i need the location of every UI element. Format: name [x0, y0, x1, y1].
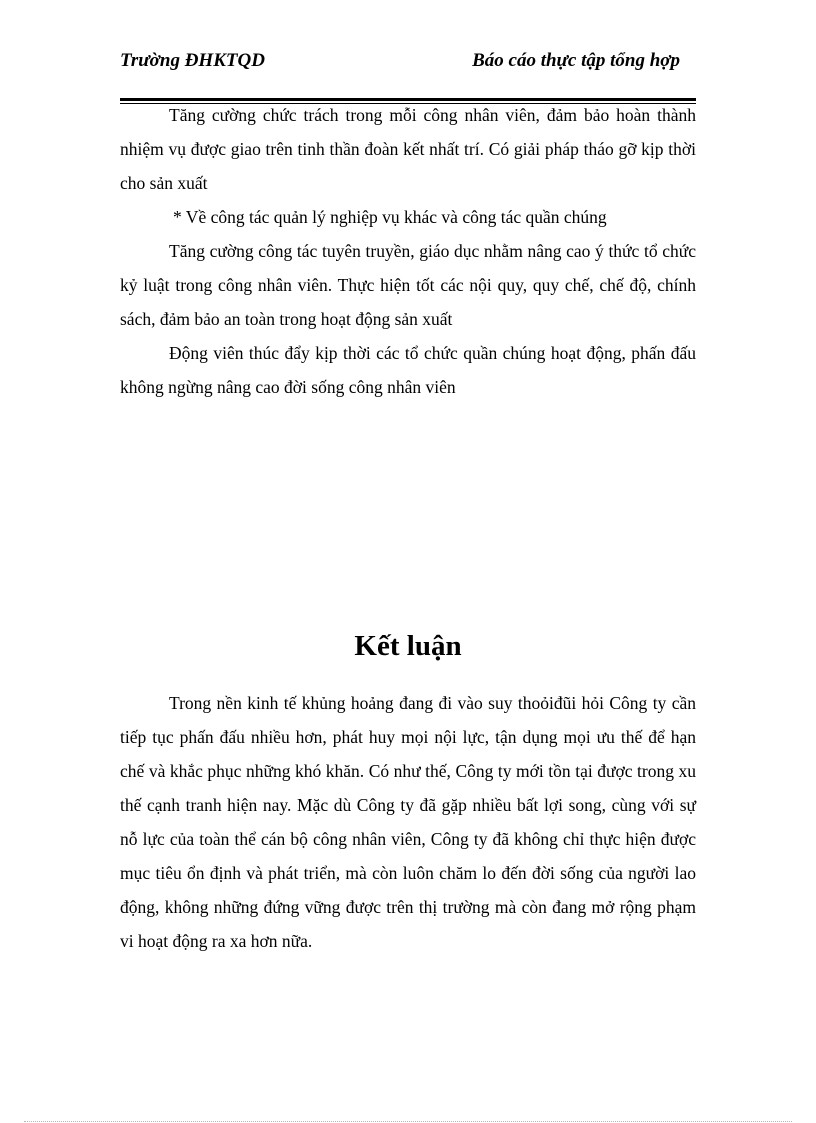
- paragraph-responsibility: Tăng cường chức trách trong mỗi công nhân viên, đảm bảo hoàn thành nhiệm vụ được giao trên tinh thần đoàn kết nhất trí. Có giải pháp tháo gỡ kịp thời cho sản xuất: [120, 105, 696, 193]
- header-report-title: Báo cáo thực tập tổng hợp: [472, 50, 680, 71]
- page-header: [120, 50, 680, 76]
- page-bottom-edge: [24, 1121, 792, 1122]
- paragraph-conclusion: Trong nền kinh tế khủng hoảng đang đi vào suy thoỏiđũi hỏi Công ty cần tiếp tục phấn đấu nhiều hơn, phát huy mọi nội lực, tận dụng mọi ưu thế để hạn chế và khắc phục những khó khăn. Có như thế, Công ty mới tồn tại được trong xu thế cạnh tranh hiện nay. Mặc dù Công ty đã gặp nhiều bất lợi song, cùng với sự nỗ lực của toàn thể cán bộ công nhân viên, Công ty đã không chỉ thực hiện được mục tiêu ổn định và phát triển, mà còn luôn chăm lo đến đời sống của người lao động, không những đứng vững được trên thị trường mà còn đang mở rộng phạm vi hoạt động ra xa hơn nữa.: [120, 693, 696, 951]
- body-section-tasks: [120, 98, 696, 404]
- paragraph-subheading-mass-work: * Về công tác quản lý nghiệp vụ khác và công tác quần chúng: [173, 207, 607, 227]
- conclusion-title: Kết luận: [354, 630, 462, 662]
- paragraph-encourage: Động viên thúc đẩy kịp thời các tổ chức quần chúng hoạt động, phấn đấu không ngừng nâng cao đời sống công nhân viên: [120, 343, 696, 397]
- paragraph-propaganda: Tăng cường công tác tuyên truyền, giáo dục nhằm nâng cao ý thức tổ chức kỷ luật trong công nhân viên. Thực hiện tốt các nội quy, quy chế, chế độ, chính sách, đảm bảo an toàn trong hoạt động sản xuất: [120, 241, 696, 329]
- header-school-name: Trường ĐHKTQD: [120, 50, 265, 71]
- body-section-conclusion: [120, 686, 696, 958]
